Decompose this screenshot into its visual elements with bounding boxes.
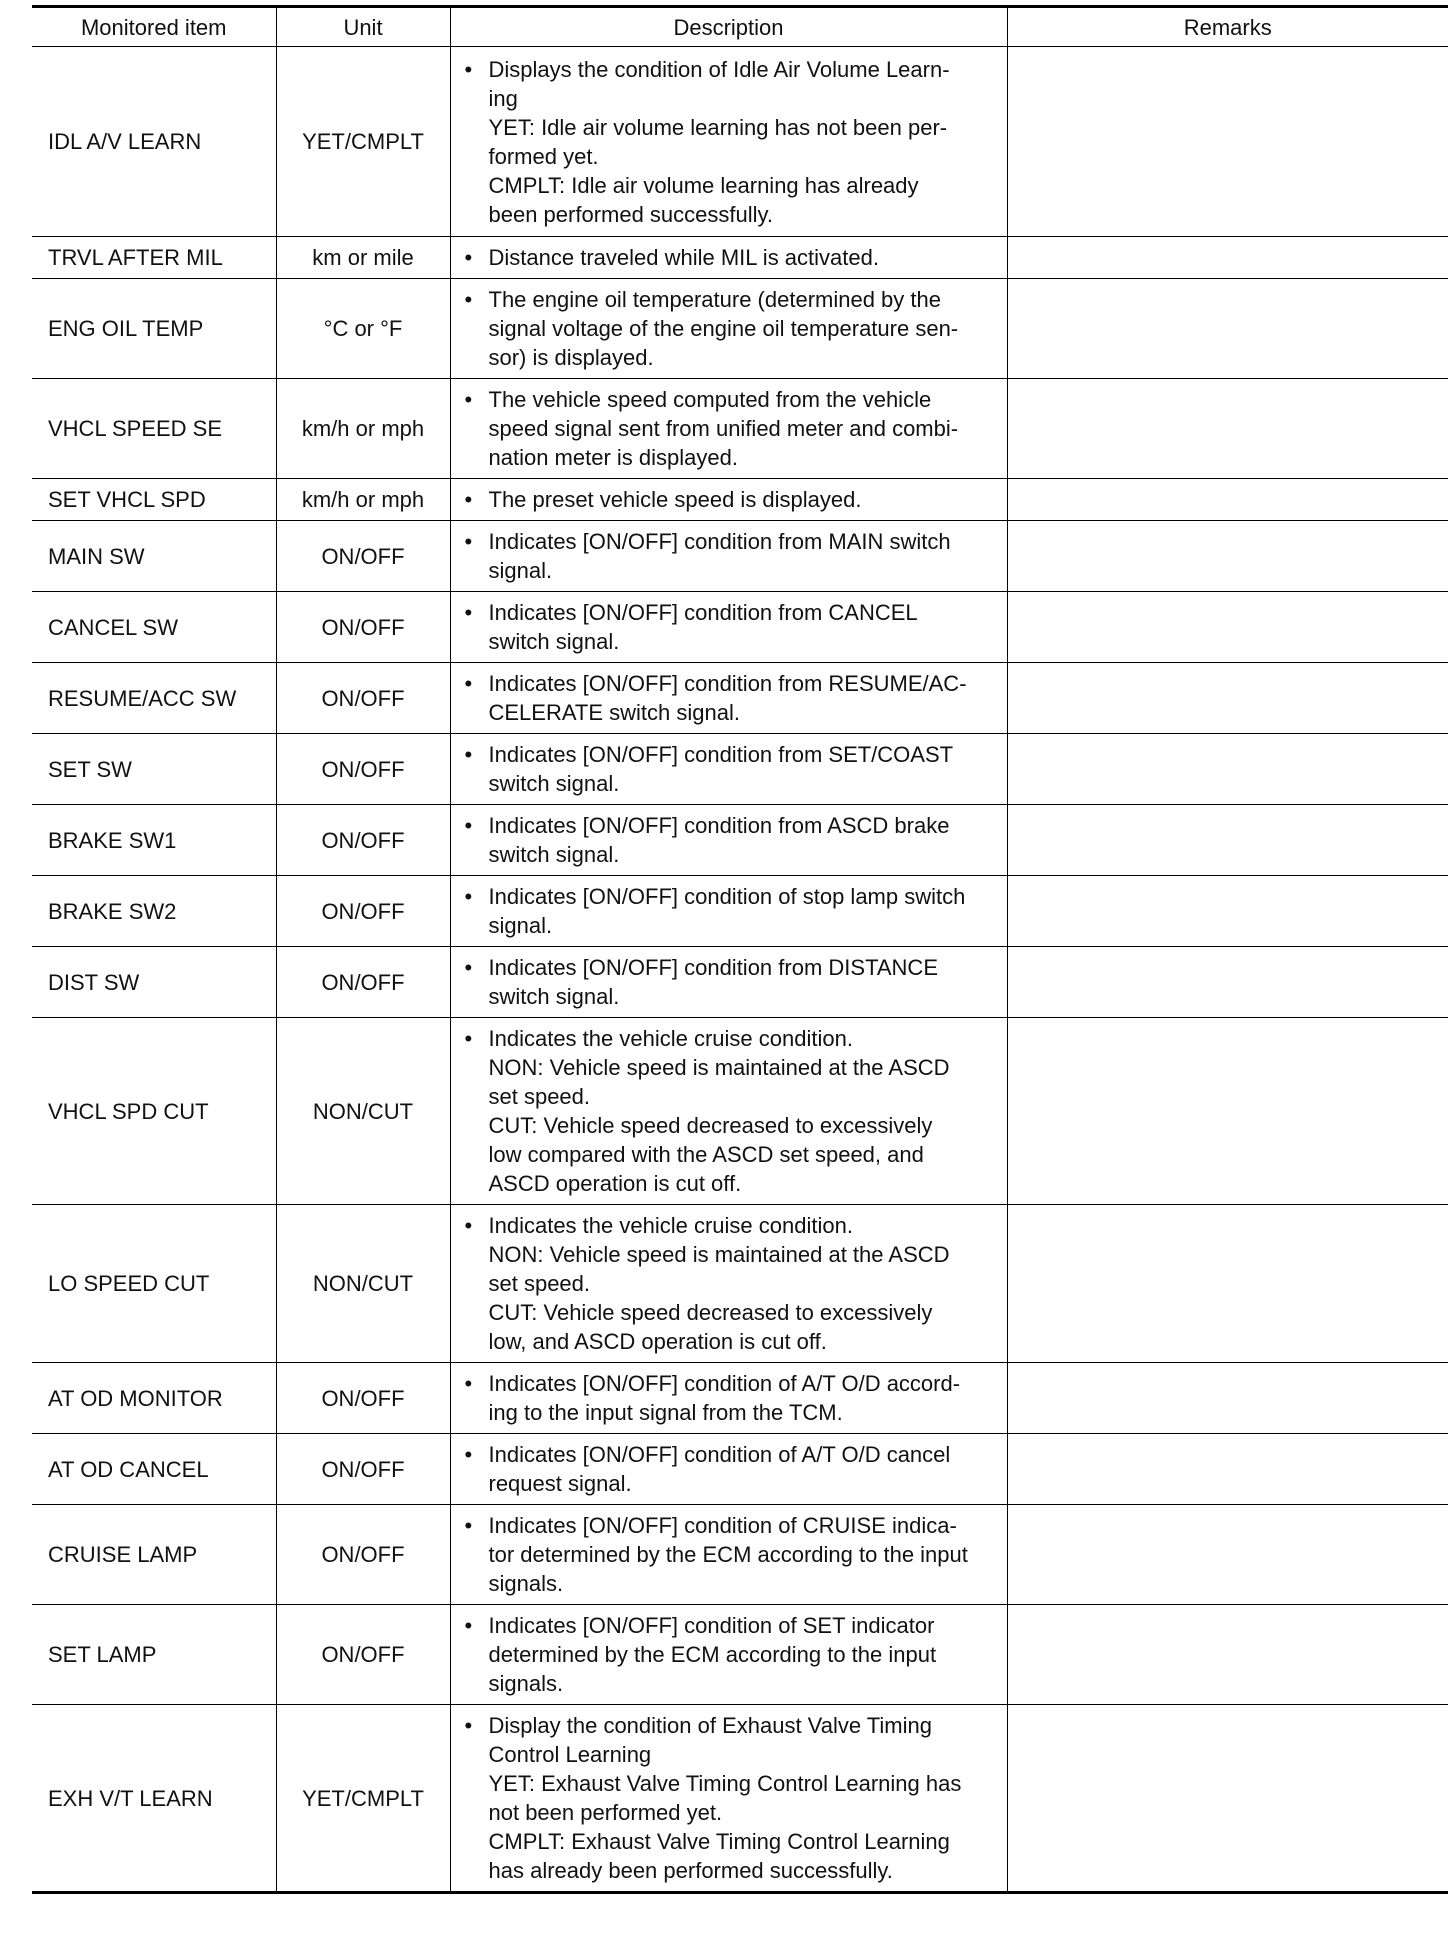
unit-cell: km or mile — [276, 237, 450, 279]
description-line: Indicates [ON/OFF] condition from RESUME/AC- — [488, 671, 967, 696]
monitored-item-cell: EXH V/T LEARN — [32, 1705, 276, 1893]
description-line: switch signal. — [488, 629, 620, 654]
bullet-item — [465, 740, 999, 798]
unit-cell: ON/OFF — [276, 1505, 450, 1605]
description-cell — [450, 734, 1007, 805]
description-text — [489, 243, 999, 272]
monitored-item-cell: SET SW — [32, 734, 276, 805]
bullet-icon: • — [464, 671, 473, 696]
table-row — [32, 1434, 1448, 1505]
bullet-icon: • — [464, 813, 473, 838]
remarks-cell — [1007, 1363, 1448, 1434]
description-line: Indicates [ON/OFF] condition from MAIN switch — [488, 529, 951, 554]
bullet-icon: • — [464, 742, 473, 767]
description-line: Indicates [ON/OFF] condition from ASCD brake — [488, 813, 950, 838]
unit-cell: YET/CMPLT — [276, 1705, 450, 1893]
bullet-item — [465, 1211, 999, 1356]
bullet-icon: • — [464, 600, 473, 625]
remarks-cell — [1007, 237, 1448, 279]
table-row — [32, 805, 1448, 876]
unit-cell: ON/OFF — [276, 663, 450, 734]
unit-cell: ON/OFF — [276, 1434, 450, 1505]
description-line: switch signal. — [488, 984, 620, 1009]
description-line: signals. — [488, 1671, 564, 1696]
description-line: Indicates [ON/OFF] condition from CANCEL — [488, 600, 918, 625]
bullet-item — [465, 1611, 999, 1698]
bullet-item — [465, 285, 999, 372]
document-page — [32, 5, 1448, 1894]
bullet-item — [465, 953, 999, 1011]
unit-cell: YET/CMPLT — [276, 47, 450, 237]
bullet-icon: • — [464, 1613, 473, 1638]
description-line: speed signal sent from unified meter and combi- — [488, 416, 959, 441]
unit-cell: ON/OFF — [276, 805, 450, 876]
table-header-row — [32, 7, 1448, 47]
description-line: Indicates the vehicle cruise condition. — [488, 1026, 853, 1051]
description-line: signal. — [488, 913, 553, 938]
description-line: nation meter is displayed. — [488, 445, 738, 470]
description-text — [489, 385, 999, 472]
monitored-item-cell: BRAKE SW2 — [32, 876, 276, 947]
description-cell — [450, 1705, 1007, 1893]
description-line: low compared with the ASCD set speed, and — [488, 1142, 924, 1167]
description-cell — [450, 47, 1007, 237]
description-line: signals. — [488, 1571, 564, 1596]
bullet-item — [465, 485, 999, 514]
bullet-icon: • — [464, 1442, 473, 1467]
bullet-item — [465, 882, 999, 940]
unit-cell: ON/OFF — [276, 947, 450, 1018]
bullet-icon: • — [464, 1513, 473, 1538]
description-line: Display the condition of Exhaust Valve Timing — [488, 1713, 932, 1738]
description-text — [489, 1440, 999, 1498]
monitored-item-cell: VHCL SPD CUT — [32, 1018, 276, 1205]
table-body — [32, 47, 1448, 1893]
remarks-cell — [1007, 47, 1448, 237]
description-line: sor) is displayed. — [488, 345, 654, 370]
remarks-cell — [1007, 876, 1448, 947]
description-cell — [450, 279, 1007, 379]
description-line: not been performed yet. — [488, 1800, 723, 1825]
bullet-icon: • — [464, 1371, 473, 1396]
bullet-item — [465, 1440, 999, 1498]
remarks-cell — [1007, 947, 1448, 1018]
unit-cell: ON/OFF — [276, 734, 450, 805]
description-line: Indicates [ON/OFF] condition from DISTANCE — [488, 955, 938, 980]
description-cell — [450, 1363, 1007, 1434]
description-line: request signal. — [488, 1471, 632, 1496]
unit-cell: km/h or mph — [276, 479, 450, 521]
description-text — [489, 1611, 999, 1698]
table-row — [32, 521, 1448, 592]
description-cell — [450, 663, 1007, 734]
table-row — [32, 1705, 1448, 1893]
description-line: The preset vehicle speed is displayed. — [488, 487, 862, 512]
bullet-item — [465, 55, 999, 229]
description-cell — [450, 947, 1007, 1018]
table-row — [32, 1505, 1448, 1605]
remarks-cell — [1007, 379, 1448, 479]
description-line: CUT: Vehicle speed decreased to excessively — [488, 1300, 933, 1325]
bullet-icon: • — [464, 287, 473, 312]
bullet-icon: • — [464, 529, 473, 554]
monitored-item-cell: AT OD MONITOR — [32, 1363, 276, 1434]
remarks-cell — [1007, 521, 1448, 592]
description-cell — [450, 521, 1007, 592]
unit-cell: NON/CUT — [276, 1205, 450, 1363]
monitored-item-cell: CRUISE LAMP — [32, 1505, 276, 1605]
monitored-item-cell: IDL A/V LEARN — [32, 47, 276, 237]
description-cell — [450, 1434, 1007, 1505]
description-line: been performed successfully. — [488, 201, 774, 227]
bullet-icon: • — [464, 487, 473, 512]
unit-cell: km/h or mph — [276, 379, 450, 479]
description-text — [489, 811, 999, 869]
description-line: determined by the ECM according to the input — [488, 1642, 937, 1667]
table-row — [32, 1363, 1448, 1434]
bullet-item — [465, 669, 999, 727]
description-line: CMPLT: Idle air volume learning has already — [488, 172, 919, 198]
remarks-cell — [1007, 1705, 1448, 1893]
bullet-item — [465, 527, 999, 585]
description-text — [489, 285, 999, 372]
bullet-item — [465, 1711, 999, 1885]
description-cell — [450, 1205, 1007, 1363]
monitored-item-cell: SET LAMP — [32, 1605, 276, 1705]
bullet-item — [465, 1024, 999, 1198]
description-text — [489, 1024, 999, 1198]
unit-cell: ON/OFF — [276, 592, 450, 663]
description-line: Indicates [ON/OFF] condition from SET/COAST — [488, 742, 954, 767]
description-line: set speed. — [488, 1084, 591, 1109]
description-text — [489, 1211, 999, 1356]
description-line: low, and ASCD operation is cut off. — [488, 1329, 827, 1354]
remarks-cell — [1007, 1205, 1448, 1363]
table-row — [32, 947, 1448, 1018]
monitor-items-table — [32, 5, 1448, 1894]
description-text — [489, 1711, 999, 1885]
table-row — [32, 237, 1448, 279]
description-cell — [450, 379, 1007, 479]
monitored-item-cell: BRAKE SW1 — [32, 805, 276, 876]
remarks-cell — [1007, 1018, 1448, 1205]
header-description: Description — [450, 7, 1007, 47]
description-text — [489, 1369, 999, 1427]
monitored-item-cell: VHCL SPEED SE — [32, 379, 276, 479]
bullet-item — [465, 385, 999, 472]
description-line: set speed. — [488, 1271, 591, 1296]
description-line: ing — [488, 85, 518, 111]
remarks-cell — [1007, 1434, 1448, 1505]
description-text — [489, 669, 999, 727]
description-line: YET: Idle air volume learning has not been per- — [488, 114, 948, 140]
monitored-item-cell: DIST SW — [32, 947, 276, 1018]
description-line: formed yet. — [488, 143, 599, 169]
monitored-item-cell: LO SPEED CUT — [32, 1205, 276, 1363]
bullet-icon: • — [464, 56, 473, 82]
description-line: NON: Vehicle speed is maintained at the ASCD — [488, 1242, 950, 1267]
remarks-cell — [1007, 1505, 1448, 1605]
description-line: CELERATE switch signal. — [488, 700, 740, 725]
description-line: Distance traveled while MIL is activated. — [488, 245, 879, 270]
bullet-item — [465, 1511, 999, 1598]
monitored-item-cell: CANCEL SW — [32, 592, 276, 663]
description-line: ing to the input signal from the TCM. — [488, 1400, 843, 1425]
description-line: Control Learning — [488, 1742, 652, 1767]
bullet-item — [465, 598, 999, 656]
bullet-icon: • — [464, 1026, 473, 1051]
remarks-cell — [1007, 479, 1448, 521]
monitored-item-cell: AT OD CANCEL — [32, 1434, 276, 1505]
bullet-icon: • — [464, 245, 473, 270]
monitored-item-cell: RESUME/ACC SW — [32, 663, 276, 734]
description-line: The vehicle speed computed from the vehicle — [488, 387, 932, 412]
remarks-cell — [1007, 279, 1448, 379]
remarks-cell — [1007, 1605, 1448, 1705]
description-cell — [450, 1505, 1007, 1605]
description-line: signal voltage of the engine oil temperature sen- — [488, 316, 959, 341]
monitored-item-cell: TRVL AFTER MIL — [32, 237, 276, 279]
bullet-item — [465, 811, 999, 869]
table-row — [32, 279, 1448, 379]
description-text — [489, 55, 999, 229]
table-row — [32, 379, 1448, 479]
description-cell — [450, 1605, 1007, 1705]
description-line: Indicates [ON/OFF] condition of SET indicator — [488, 1613, 935, 1638]
table-row — [32, 592, 1448, 663]
header-remarks: Remarks — [1007, 7, 1448, 47]
table-row — [32, 876, 1448, 947]
remarks-cell — [1007, 734, 1448, 805]
unit-cell: ON/OFF — [276, 1605, 450, 1705]
table-row — [32, 479, 1448, 521]
remarks-cell — [1007, 592, 1448, 663]
table-row — [32, 1205, 1448, 1363]
description-line: tor determined by the ECM according to the input — [488, 1542, 968, 1567]
bullet-item — [465, 1369, 999, 1427]
description-line: The engine oil temperature (determined by the — [488, 287, 941, 312]
unit-cell: °C or °F — [276, 279, 450, 379]
description-text — [489, 953, 999, 1011]
description-cell — [450, 1018, 1007, 1205]
description-line: switch signal. — [488, 771, 620, 796]
description-text — [489, 485, 999, 514]
table-row — [32, 1605, 1448, 1705]
description-line: CUT: Vehicle speed decreased to excessively — [488, 1113, 933, 1138]
remarks-cell — [1007, 805, 1448, 876]
monitored-item-cell: SET VHCL SPD — [32, 479, 276, 521]
header-monitored-item: Monitored item — [32, 7, 276, 47]
description-line: Indicates [ON/OFF] condition of A/T O/D cancel — [488, 1442, 951, 1467]
table-row — [32, 734, 1448, 805]
description-line: YET: Exhaust Valve Timing Control Learning has — [488, 1771, 962, 1796]
description-text — [489, 598, 999, 656]
description-line: Indicates the vehicle cruise condition. — [488, 1213, 853, 1238]
description-line: Indicates [ON/OFF] condition of CRUISE indica- — [488, 1513, 957, 1538]
description-line: Indicates [ON/OFF] condition of A/T O/D accord- — [488, 1371, 961, 1396]
description-text — [489, 1511, 999, 1598]
monitored-item-cell: MAIN SW — [32, 521, 276, 592]
description-line: switch signal. — [488, 842, 620, 867]
description-cell — [450, 805, 1007, 876]
table-row — [32, 663, 1448, 734]
description-line: Indicates [ON/OFF] condition of stop lamp switch — [488, 884, 966, 909]
description-line: ASCD operation is cut off. — [488, 1171, 742, 1196]
description-line: signal. — [488, 558, 553, 583]
table-row — [32, 1018, 1448, 1205]
description-text — [489, 882, 999, 940]
monitored-item-cell: ENG OIL TEMP — [32, 279, 276, 379]
table-row — [32, 47, 1448, 237]
bullet-icon: • — [464, 884, 473, 909]
description-cell — [450, 876, 1007, 947]
description-cell — [450, 237, 1007, 279]
unit-cell: ON/OFF — [276, 876, 450, 947]
bullet-icon: • — [464, 955, 473, 980]
description-text — [489, 527, 999, 585]
bullet-icon: • — [464, 387, 473, 412]
unit-cell: ON/OFF — [276, 521, 450, 592]
unit-cell: NON/CUT — [276, 1018, 450, 1205]
description-cell — [450, 479, 1007, 521]
description-cell — [450, 592, 1007, 663]
description-line: Displays the condition of Idle Air Volume Learn- — [488, 56, 950, 82]
unit-cell: ON/OFF — [276, 1363, 450, 1434]
bullet-item — [465, 243, 999, 272]
bullet-icon: • — [464, 1713, 473, 1738]
bullet-icon: • — [464, 1213, 473, 1238]
header-unit: Unit — [276, 7, 450, 47]
description-text — [489, 740, 999, 798]
description-line: has already been performed successfully. — [488, 1858, 893, 1883]
description-line: CMPLT: Exhaust Valve Timing Control Learning — [488, 1829, 950, 1854]
description-line: NON: Vehicle speed is maintained at the ASCD — [488, 1055, 950, 1080]
remarks-cell — [1007, 663, 1448, 734]
